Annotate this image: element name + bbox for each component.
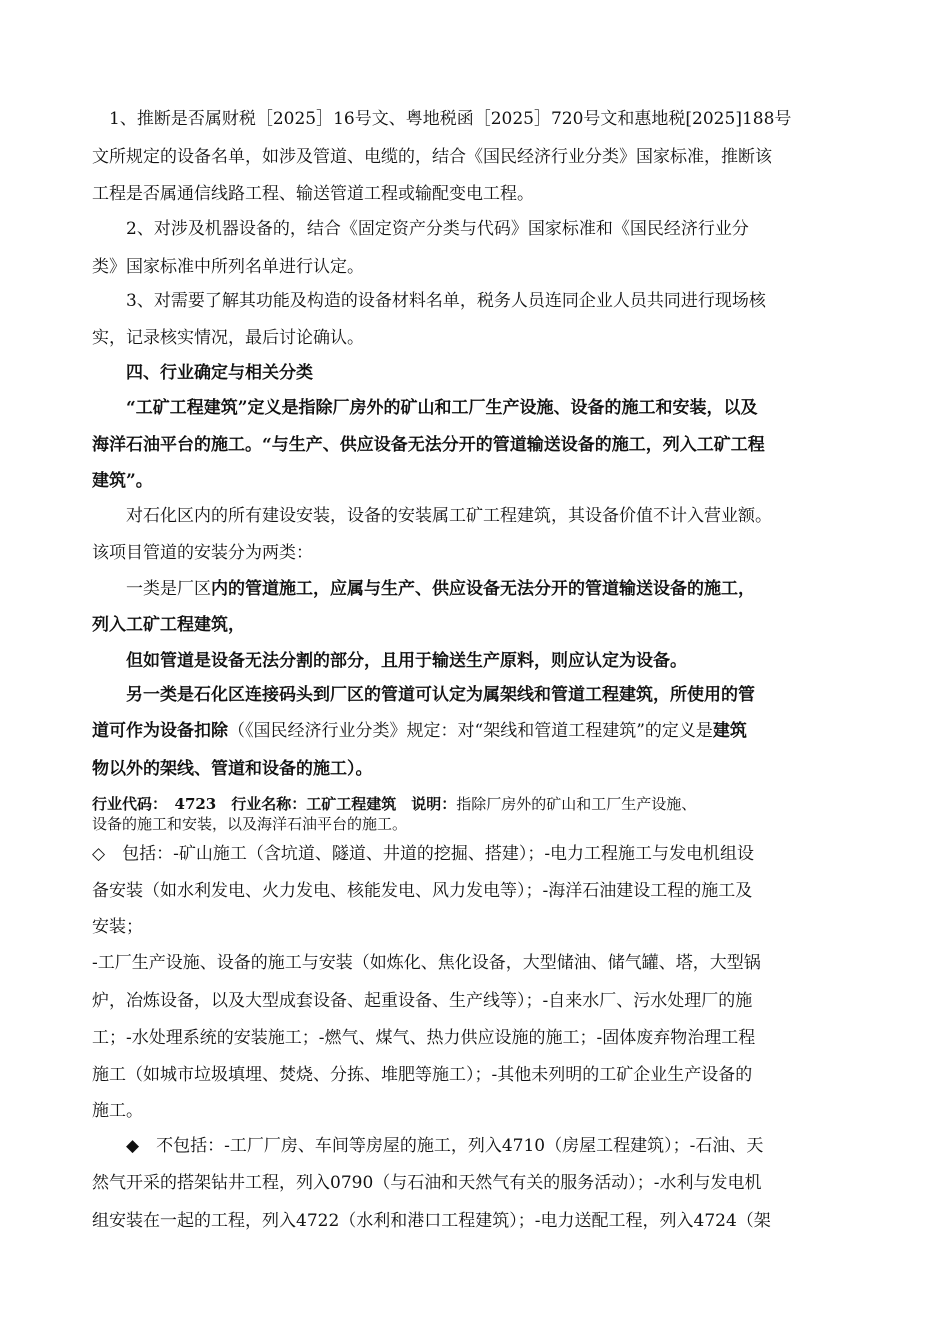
- includes-line-4: -工厂生产设施、设备的施工与安装（如炼化、焦化设备，大型储油、储气罐、塔，大型锅: [92, 953, 761, 973]
- section-heading-4: 四、行业确定与相关分类: [92, 363, 313, 383]
- includes-line-7: 施工（如城市垃圾填埋、焚烧、分拣、堆肥等施工）；-其他未列明的工矿企业生产设备的: [92, 1065, 753, 1085]
- type2-line-2: [92, 720, 862, 742]
- industry-code-desc: 指除厂房外的矿山和工厂生产设施、: [456, 795, 697, 813]
- type1-bold: 内的管道施工，应属与生产、供应设备无法分开的管道输送设备的施工，: [211, 579, 755, 599]
- includes-line-6: 工；-水处理系统的安装施工；-燃气、煤气、热力供应设施的施工；-固体废弃物治理工程: [92, 1028, 756, 1048]
- type2-bold-a: 道可作为设备扣除: [92, 721, 228, 741]
- area-paragraph-line-1: 对石化区内的所有建设安装，设备的安装属工矿工程建筑，其设备价值不计入营业额。: [92, 506, 772, 526]
- type2-line-1: 另一类是石化区连接码头到厂区的管道可认定为属架线和管道工程建筑，所使用的管: [92, 685, 755, 705]
- type1-lead: 一类是厂区: [92, 579, 211, 599]
- includes-line-3: 安装；: [92, 917, 143, 937]
- type2-bold-c: 建筑: [712, 721, 747, 741]
- excludes-line-1: ◆ 不包括：-工厂厂房、车间等房屋的施工，列入4710（房屋工程建筑）；-石油、天: [92, 1136, 764, 1156]
- but-paragraph: 但如管道是设备无法分割的部分，且用于输送生产原料，则应认定为设备。: [92, 651, 687, 671]
- type2-line-3: 物以外的架线、管道和设备的施工）。: [92, 759, 373, 779]
- includes-line-8: 施工。: [92, 1101, 143, 1121]
- paragraph-1-line-3: 工程是否属通信线路工程、输送管道工程或输配变电工程。: [92, 184, 534, 204]
- includes-line-2: 备安装（如水利发电、火力发电、核能发电、风力发电等）；-海洋石油建设工程的施工及: [92, 881, 753, 901]
- paragraph-3-line-1: 3、对需要了解其功能及构造的设备材料名单，税务人员连同企业人员共同进行现场核: [92, 291, 766, 311]
- includes-line-5: 炉，冶炼设备，以及大型成套设备、起重设备、生产线等）；-自来水厂、污水处理厂的施: [92, 991, 753, 1011]
- excludes-line-2: 然气开采的搭架钻井工程，列入0790（与石油和天然气有关的服务活动）；-水利与发电机: [92, 1173, 762, 1193]
- excludes-line-3: 组安装在一起的工程，列入4722（水利和港口工程建筑）；-电力送配工程，列入4724（架: [92, 1211, 771, 1231]
- type1-line-2: 列入工矿工程建筑，: [92, 615, 245, 635]
- paragraph-3-line-2: 实，记录核实情况，最后讨论确认。: [92, 328, 364, 348]
- definition-line-3: 建筑”。: [92, 471, 153, 491]
- paragraph-2-line-1: 2、对涉及机器设备的，结合《固定资产分类与代码》国家标准和《国民经济行业分: [92, 219, 749, 239]
- industry-code-line-1: [92, 795, 862, 813]
- type1-line-1: [92, 578, 862, 600]
- definition-line-1: “工矿工程建筑”定义是指除厂房外的矿山和工厂生产设施、设备的施工和安装，以及: [92, 398, 758, 418]
- paragraph-1-line-1: 1、推断是否属财税［2025］16号文、粤地税函［2025］720号文和惠地税[2025]188号: [92, 109, 792, 129]
- includes-line-1: ◇ 包括：-矿山施工（含坑道、隧道、井道的挖掘、搭建）；-电力工程施工与发电机组设: [92, 844, 755, 864]
- definition-line-2: 海洋石油平台的施工。“与生产、供应设备无法分开的管道输送设备的施工，列入工矿工程: [92, 435, 765, 455]
- industry-code-label: 行业代码： 4723 行业名称：工矿工程建筑 说明：: [92, 795, 457, 813]
- paragraph-1-line-2: 文所规定的设备名单，如涉及管道、电缆的，结合《国民经济行业分类》国家标准，推断该: [92, 147, 772, 167]
- type2-normal: （《国民经济行业分类》规定：对“架线和管道工程建筑”的定义是: [228, 721, 713, 741]
- paragraph-2-line-2: 类》国家标准中所列名单进行认定。: [92, 257, 364, 277]
- industry-code-line-2: 设备的施工和安装，以及海洋石油平台的施工。: [92, 815, 408, 833]
- area-paragraph-line-2: 该项目管道的安装分为两类：: [92, 543, 313, 563]
